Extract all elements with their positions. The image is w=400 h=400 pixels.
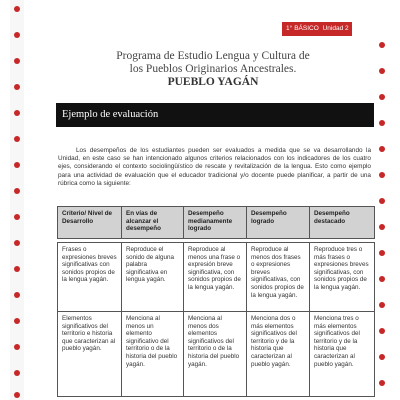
header-line-1: Programa de Estudio Lengua y Cultura de	[116, 50, 310, 62]
margin-bullet-right	[379, 198, 385, 204]
margin-bullet-left	[14, 240, 20, 246]
unit-label: Unidad 2	[322, 25, 349, 32]
header-logrado: Desempeño logrado	[247, 207, 310, 239]
margin-bullet-right	[379, 172, 385, 178]
table-cell: Menciona tres o más elementos significativos del territorio y de la historia que caracterizan al pueblo yagán.	[310, 312, 375, 397]
header-medianamente: Desempeño medianamente logrado	[184, 207, 247, 239]
margin-bullet-left	[14, 136, 20, 142]
header-destacado: Desempeño destacado	[310, 207, 375, 239]
margin-bullet-left	[14, 84, 20, 90]
table-cell: Reproduce al menos dos frases o expresiones breves significativas, con sonidos propios de la lengua yagán.	[247, 243, 310, 312]
rubric-header-row	[58, 207, 375, 239]
grade-number: 1°	[286, 25, 293, 32]
rubric-table	[57, 206, 375, 397]
margin-bullet-right	[379, 276, 385, 282]
margin-bullet-right	[379, 328, 385, 334]
table-row	[58, 243, 375, 312]
table-cell: Reproduce al menos una frase o expresión breve significativa, con sonidos propios de la lengua yagán.	[184, 243, 247, 312]
margin-bullet-right	[379, 68, 385, 74]
margin-bullet-left	[14, 58, 20, 64]
margin-bullet-right	[379, 224, 385, 230]
section-title-bar	[56, 103, 374, 127]
margin-bullet-right	[379, 94, 385, 100]
margin-bullet-right	[379, 42, 385, 48]
table-cell: Menciona al menos dos elementos significativos del territorio o de la historia del pueblo yagán.	[184, 312, 247, 397]
margin-bullet-left	[14, 292, 20, 298]
margin-bullet-left	[14, 110, 20, 116]
margin-bullet-left	[14, 162, 20, 168]
margin-bullet-left	[14, 32, 20, 38]
header-en-vias: En vías de alcanzar el desempeño	[122, 207, 184, 239]
table-cell: Menciona dos o más elementos significativos del territorio y de la historia que caracterizan al pueblo yagán.	[247, 312, 310, 397]
margin-bullet-left	[14, 6, 20, 12]
margin-bullet-left	[14, 188, 20, 194]
program-header	[60, 50, 366, 89]
table-cell: Elementos significativos del territorio e historia que caracterizan al pueblo yagán.	[58, 312, 122, 397]
margin-bullet-left	[14, 318, 20, 324]
grade-level: BÁSICO	[294, 25, 319, 32]
header-line-2: los Pueblos Originarios Ancestrales.	[129, 63, 297, 75]
margin-bullet-right	[379, 354, 385, 360]
margin-bullet-right	[379, 250, 385, 256]
margin-bullet-right	[379, 120, 385, 126]
header-people-name: PUEBLO YAGÁN	[167, 76, 259, 88]
table-cell: Menciona al menos un elemento significativo del territorio o de la historia del pueblo yagán.	[122, 312, 184, 397]
margin-bullet-left	[14, 344, 20, 350]
table-row	[58, 312, 375, 397]
section-title: Ejemplo de evaluación	[62, 109, 159, 120]
margin-bullet-right	[379, 380, 385, 386]
grade-unit-badge	[282, 22, 352, 36]
header-criterio: Criterio/ Nivel de Desarrollo	[58, 207, 122, 239]
margin-bullet-left	[14, 370, 20, 376]
margin-bullet-right	[379, 146, 385, 152]
table-cell: Frases o expresiones breves significativas con sonidos propios de la lengua yagán.	[58, 243, 122, 312]
margin-bullet-left	[14, 392, 20, 398]
table-cell: Reproduce el sonido de alguna palabra significativa en lengua yagán.	[122, 243, 184, 312]
margin-bullet-left	[14, 214, 20, 220]
margin-bullet-left	[14, 266, 20, 272]
table-cell: Reproduce tres o más frases o expresiones breves significativas, con sonidos propios de la lengua yagán.	[310, 243, 375, 312]
intro-paragraph: Los desempeños de los estudiantes pueden ser evaluados a medida que se va desarrollando la Unidad, en este caso se han intencionado algunos criterios relacionados con los indicadores de los cuatro ejes, considerando el contexto sociolingüístico de rescate y revitalización de la lengua. Esto como ejemplo para una actividad de evaluación que el educador tradicional y/o docente puede planificar, a partir de una rúbrica como la siguiente:	[58, 147, 371, 187]
margin-bullet-right	[379, 302, 385, 308]
